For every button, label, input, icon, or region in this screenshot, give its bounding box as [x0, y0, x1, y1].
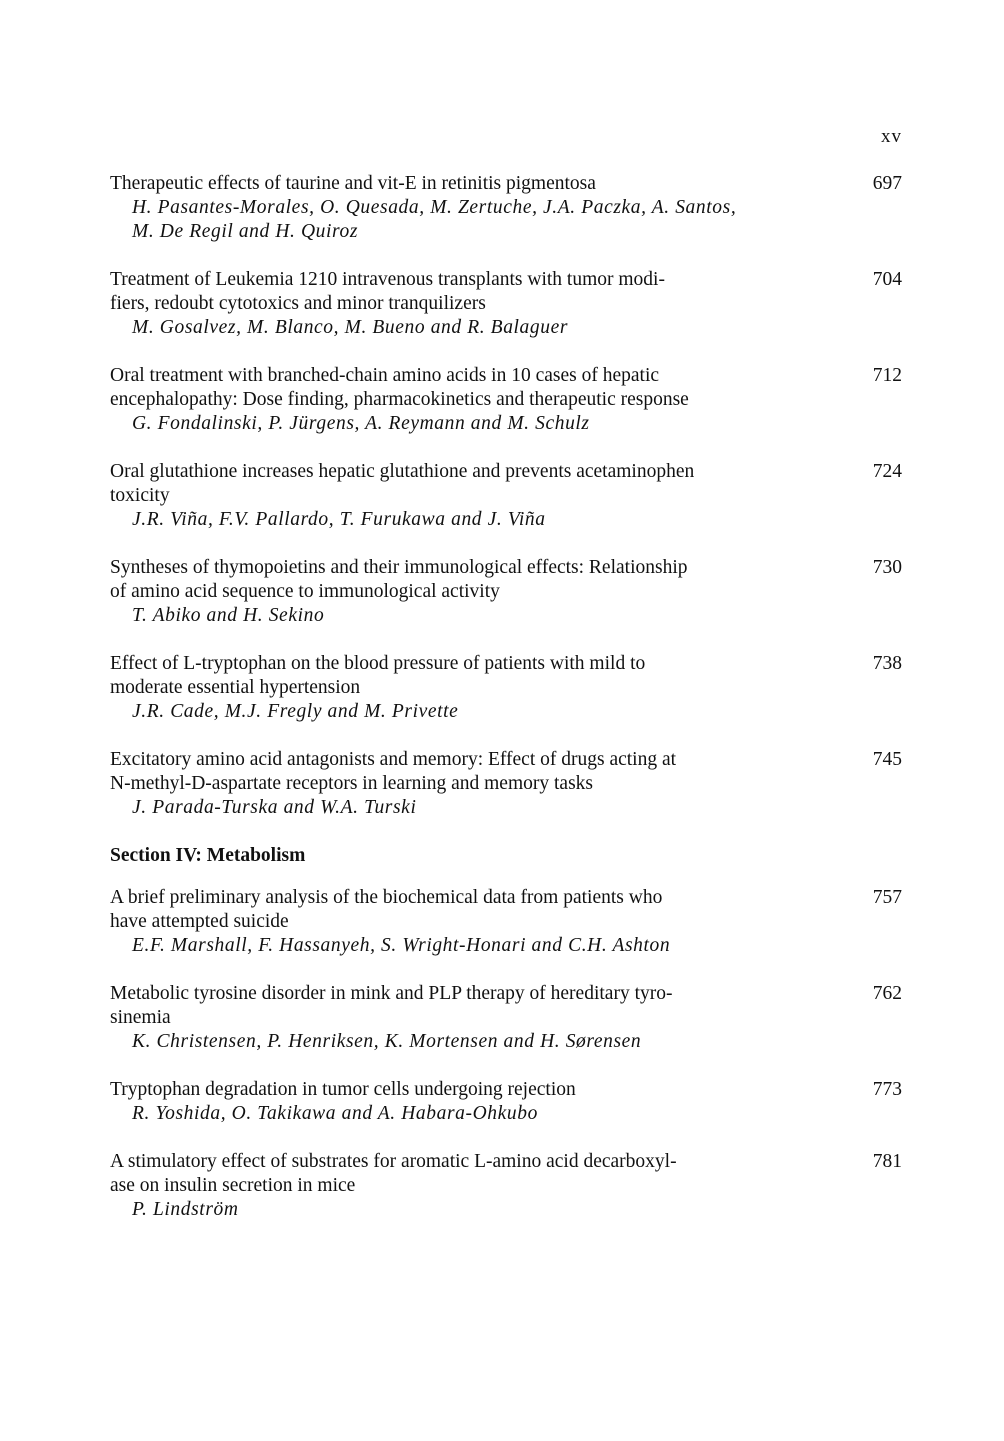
entry-title: Tryptophan degradation in tumor cells undergoing rejection	[110, 1079, 576, 1100]
toc-entry	[110, 460, 902, 532]
entry-title: Therapeutic effects of taurine and vit-E in retinitis pigmentosa	[110, 173, 596, 194]
entry-title: Effect of L-tryptophan on the blood pressure of patients with mild to moderate essential hypertension	[110, 653, 646, 698]
entry-title: Oral treatment with branched-chain amino acids in 10 cases of hepatic encephalopathy: Dose finding, pharmacokinetics and therapeutic response	[110, 365, 689, 410]
entry-page-number: 697	[872, 173, 902, 194]
entry-authors: R. Yoshida, O. Takikawa and A. Habara-Ohkubo	[132, 1103, 538, 1124]
toc-entry	[110, 556, 902, 628]
entry-page-number: 781	[872, 1151, 902, 1172]
toc-entry	[110, 268, 902, 340]
entry-authors: M. Gosalvez, M. Blanco, M. Bueno and R. Balaguer	[132, 317, 569, 338]
entry-authors: J. Parada-Turska and W.A. Turski	[132, 797, 417, 818]
entry-page-number: 738	[872, 653, 902, 674]
toc-entry	[110, 364, 902, 436]
entry-page-number: 724	[872, 461, 902, 482]
section-heading: Section IV: Metabolism	[110, 845, 306, 866]
toc-entry	[110, 1150, 902, 1222]
toc-entry	[110, 172, 902, 244]
entry-authors: E.F. Marshall, F. Hassanyeh, S. Wright-Honari and C.H. Ashton	[132, 935, 671, 956]
entry-authors: K. Christensen, P. Henriksen, K. Mortensen and H. Sørensen	[132, 1031, 642, 1052]
entry-page-number: 762	[872, 983, 902, 1004]
entry-title: A stimulatory effect of substrates for aromatic L-amino acid decarboxyl- ase on insulin secretion in mice	[110, 1151, 677, 1196]
entry-authors: T. Abiko and H. Sekino	[132, 605, 325, 626]
entry-title: Metabolic tyrosine disorder in mink and PLP therapy of hereditary tyro- sinemia	[110, 983, 673, 1028]
entry-authors: P. Lindström	[132, 1199, 239, 1220]
toc-entry	[110, 748, 902, 820]
entry-authors: J.R. Viña, F.V. Pallardo, T. Furukawa and J. Viña	[132, 509, 546, 530]
entry-page-number: 745	[872, 749, 902, 770]
entry-title: Treatment of Leukemia 1210 intravenous transplants with tumor modi- fiers, redoubt cytotoxics and minor tranquilizers	[110, 269, 665, 314]
table-of-contents	[110, 172, 902, 1246]
toc-entry	[110, 1078, 902, 1126]
page-number: xv	[881, 126, 902, 147]
entry-authors: J.R. Cade, M.J. Fregly and M. Privette	[132, 701, 459, 722]
toc-entry	[110, 982, 902, 1054]
entry-authors: H. Pasantes-Morales, O. Quesada, M. Zertuche, J.A. Paczka, A. Santos, M. De Regil and H. Quiroz	[132, 197, 737, 242]
entry-page-number: 712	[872, 365, 902, 386]
entry-authors: G. Fondalinski, P. Jürgens, A. Reymann and M. Schulz	[132, 413, 590, 434]
toc-entry	[110, 652, 902, 724]
entry-page-number: 773	[872, 1079, 902, 1100]
entry-title: Excitatory amino acid antagonists and memory: Effect of drugs acting at N-methyl-D-aspartate receptors in learning and memory tasks	[110, 749, 677, 794]
toc-entry	[110, 886, 902, 958]
entry-title: Syntheses of thymopoietins and their immunological effects: Relationship of amino acid sequence to immunological activity	[110, 557, 688, 602]
entry-page-number: 704	[872, 269, 902, 290]
entry-page-number: 757	[872, 887, 902, 908]
entry-title: Oral glutathione increases hepatic glutathione and prevents acetaminophen toxicity	[110, 461, 695, 506]
entry-title: A brief preliminary analysis of the biochemical data from patients who have attempted suicide	[110, 887, 663, 932]
entry-page-number: 730	[872, 557, 902, 578]
